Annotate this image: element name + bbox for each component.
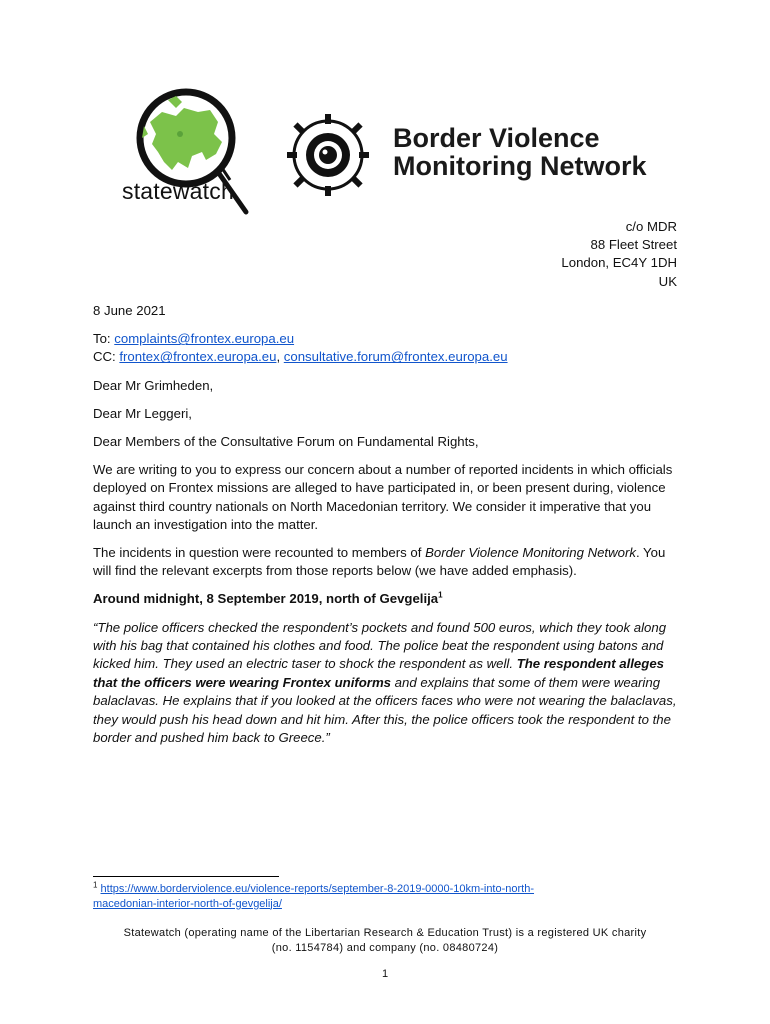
paragraph-incidents	[93, 544, 681, 580]
address-line: London, EC4Y 1DH	[561, 255, 677, 271]
footer-line: (no. 1154784) and company (no. 08480724)	[271, 942, 499, 954]
footnote-url-line1: https://www.borderviolence.eu/violence-reports/september-8-2019-0000-10km-into-north-	[100, 883, 535, 895]
paragraph-incidents-part1: The incidents in question were recounted to members of	[93, 545, 426, 561]
to-label: To:	[93, 331, 115, 347]
bvmn-name-italic: Border Violence Monitoring Network	[425, 545, 636, 561]
salutation: Dear Mr Leggeri,	[93, 405, 192, 421]
letter-body	[93, 302, 681, 757]
incident-heading	[93, 590, 681, 608]
paragraph-concern: We are writing to you to express our concern about a number of reported incidents in which officials deployed on Frontex missions are alleged to have participated in, or been present during, violence against third country nationals on North Macedonian territory. We consider it imperative that you launch an investigation into the matter.	[93, 462, 673, 532]
address-line: UK	[658, 273, 677, 289]
quote-emphasis: The respondent alleges that the officers were wearing Frontex uniforms	[93, 656, 664, 690]
footnote-url-link[interactable]	[93, 883, 534, 910]
page-number: 1	[381, 968, 389, 980]
letter-date: 8 June 2021	[93, 303, 166, 318]
testimony-quote	[93, 619, 681, 748]
address-line: 88 Fleet Street	[590, 237, 677, 253]
address-line: c/o MDR	[625, 219, 677, 234]
incident-heading-text: Around midnight, 8 September 2019, north of Gevgelija	[93, 591, 439, 607]
salutation: Dear Mr Grimheden,	[93, 377, 214, 393]
footnote-ref[interactable]: 1	[438, 591, 443, 601]
bvmn-eye-gear-icon	[283, 110, 373, 200]
footnote-marker: 1	[93, 880, 98, 890]
paragraph-incidents-part2: . You will find the relevant excerpts from those reports below (we have added emphasis).	[93, 545, 666, 579]
footnote-divider	[93, 876, 279, 877]
cc-email-link-forum[interactable]: consultative.forum@frontex.europa.eu	[283, 349, 508, 365]
footer-line: Statewatch (operating name of the Libertarian Research & Education Trust) is a registered UK charity	[123, 927, 647, 939]
bvmn-title-line2: Monitoring Network	[393, 151, 647, 181]
cc-label: CC:	[93, 349, 120, 365]
to-email-link[interactable]: complaints@frontex.europa.eu	[114, 331, 295, 347]
quote-part1: “The police officers checked the respondent’s pockets and found 500 euros, which they took along with his bag that contained his clothes and food. The police beat the respondent using batons and kicked him. They used an electric taser to shock the respondent as well.	[93, 619, 667, 672]
footnote	[93, 882, 683, 911]
cc-separator: ,	[276, 349, 284, 365]
bvmn-title	[393, 124, 646, 180]
quote-part2: and explains that some of them were wearing balaclavas. He explains that if you looked at the officers faces who were not wearing the balaclavas, they would push his head down and hit him. After this, the police officers took the respondent to the border and pushed him back to Greece.”	[93, 674, 677, 746]
charity-footer	[85, 926, 685, 956]
salutation: Dear Members of the Consultative Forum on Fundamental Rights,	[93, 434, 479, 450]
sender-address	[561, 218, 677, 291]
cc-email-link-frontex[interactable]: frontex@frontex.europa.eu	[119, 349, 277, 365]
bvmn-logo	[283, 110, 373, 200]
footnote-url-line2: macedonian-interior-north-of-gevgelija/	[93, 897, 282, 910]
bvmn-title-line1: Border Violence	[393, 123, 600, 153]
statewatch-wordmark: statewatch	[122, 178, 234, 204]
recipients	[93, 330, 681, 366]
